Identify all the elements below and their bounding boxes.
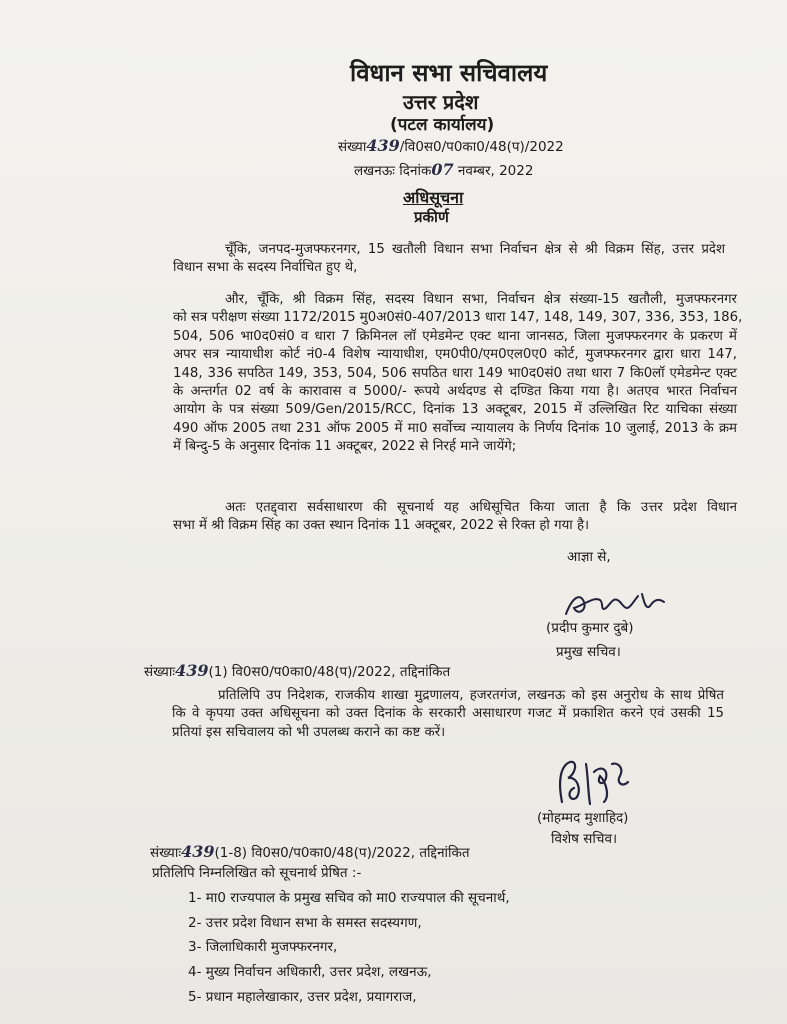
signatory-1-name: (प्रदीप कुमार दुबे) [546, 620, 634, 636]
paragraph-line: अतः एतद्द्वारा सर्वसाधारण की सूचनार्थ यह अधिसूचित किया जाता है कि उत्तर प्रदेश विधान [225, 500, 737, 515]
ref-prefix: संख्या [338, 139, 367, 155]
state-name: उत्तर प्रदेश [403, 90, 479, 114]
date-prefix: लखनऊः दिनांक [354, 163, 432, 179]
paragraph-line: आयोग के पत्र संख्या 509/Gen/2015/RCC, दिनांक 13 अक्टूबर, 2015 में उल्लिखित रिट याचिका संख्या [173, 402, 737, 418]
ref-prefix: संख्याः [144, 664, 176, 680]
signatory-2-name: (मोहम्मद मुशाहिद) [537, 810, 629, 826]
recipient-list-item: 1- मा0 राज्यपाल के प्रमुख सचिव को मा0 राज्यपाल की सूचनार्थ, [188, 890, 510, 906]
notification-title: अधिसूचना [403, 188, 464, 207]
handwritten-ref-number: 439 [366, 136, 400, 155]
paragraph-line: और, चूँकि, श्री विक्रम सिंह, सदस्य विधान सभा, निर्वाचन क्षेत्र संख्या-15 खतौली, मुजफ्फरनगर [225, 292, 737, 307]
paragraph-line: प्रतियां इस सचिवालय को भी उपलब्ध कराने का कष्ट करें। [172, 724, 446, 740]
secretariat-title: विधान सभा सचिवालय [350, 59, 548, 87]
office-name: (पटल कार्यालय) [390, 115, 495, 135]
paragraph-line: 490 ऑफ 2005 तथा 231 ऑफ 2005 में मा0 सर्वोच्च न्यायालय के निर्णय दिनांक 10 जुलाई, 2013 के क्रम [173, 420, 737, 436]
handwritten-ref-number: 439 [181, 842, 215, 861]
handwritten-ref-number: 439 [175, 661, 209, 680]
signature-2-image [548, 752, 638, 814]
paragraph-line: सभा में श्री विक्रम सिंह का उक्त स्थान दिनांक 11 अक्टूबर, 2022 से रिक्त हो गया है। [173, 518, 590, 534]
notification-subtitle: प्रकीर्ण [414, 208, 449, 226]
paragraph-line: के अन्तर्गत 02 वर्ष के कारावास व 5000/- रूपये अर्थदण्ड से दण्डित किया गया है। अतएव भारत निर्वाचन [173, 384, 737, 400]
paragraph-1 [173, 241, 725, 278]
paragraph-line: कि वे कृपया उक्त अधिसूचना को उक्त दिनांक के सरकारी असाधारण गजट में प्रकाशित करने एवं उसकी 15 [172, 706, 724, 722]
paragraph-line: 148, 336 सपठित 149, 353, 504, 506 सपठित धारा 149 भा0द0सं0 तथा धारा 7 कि0लॉ एमेडमेन्ट एक्ट [173, 365, 737, 381]
recipient-list-item: 4- मुख्य निर्वाचन अधिकारी, उत्तर प्रदेश, लखनऊ, [188, 964, 432, 980]
paragraph-line: प्रतिलिपि उप निदेशक, राजकीय शाखा मुद्रणालय, हजरतगंज, लखनऊ को इस अनुरोध के साथ प्रेषित [218, 688, 724, 703]
handwritten-date: 07 [431, 160, 454, 179]
ref-prefix: संख्याः [150, 845, 182, 861]
paragraph-2 [173, 291, 743, 457]
by-order-text: आज्ञा से, [567, 549, 611, 565]
recipient-list-item: 5- प्रधान महालेखाकार, उत्तर प्रदेश, प्रयागराज, [188, 989, 417, 1005]
ref-suffix: (1-8) वि0स0/प0का0/48(प)/2022, तद्दिनांकित [214, 845, 470, 861]
paragraph-line: चूँकि, जनपद-मुजफ्फरनगर, 15 खतौली विधान सभा निर्वाचन क्षेत्र से श्री विक्रम सिंह, उत्तर प्रदेश [225, 242, 725, 257]
copy-2-intro: प्रतिलिपि निम्नलिखित को सूचनार्थ प्रेषित :- [152, 865, 362, 881]
copy-1-reference [144, 661, 450, 680]
paragraph-line: में बिन्दु-5 के अनुसार दिनांक 11 अक्टूबर, 2022 से निरर्ह माने जायेंगे; [173, 439, 517, 455]
signatory-1-designation: प्रमुख सचिव। [556, 644, 621, 660]
copy-1-text [172, 687, 724, 742]
paragraph-line: को सत्र परीक्षण संख्या 1172/2015 मु0अ0सं0-407/2013 धारा 147, 148, 149, 307, 336, 353, 186, [173, 310, 743, 326]
recipient-list-item: 3- जिलाधिकारी मुजफ्फरनगर, [188, 939, 338, 955]
ref-suffix: (1) वि0स0/प0का0/48(प)/2022, तद्दिनांकित [208, 664, 451, 680]
reference-number [338, 136, 564, 155]
copy-2-reference [150, 842, 470, 861]
paragraph-line: अपर सत्र न्यायाधीश कोर्ट नं0-4 विशेष न्यायाधीश, एम0पी0/एम0एल0ए0 कोर्ट, मुजफ्फरनगर द्वारा धारा 147, [173, 347, 737, 363]
paragraph-3 [173, 499, 737, 536]
date-suffix: नवम्बर, 2022 [453, 163, 534, 179]
signatory-2-designation: विशेष सचिव। [551, 831, 618, 847]
recipient-list-item: 2- उत्तर प्रदेश विधान सभा के समस्त सदस्यगण, [188, 915, 422, 931]
ref-suffix: /वि0स0/प0का0/48(प)/2022 [399, 139, 564, 155]
issue-date [354, 160, 533, 179]
signature-1-image [560, 588, 670, 622]
paragraph-line: 504, 506 भा0द0सं0 व धारा 7 क्रिमिनल लॉ एमेडमेन्ट एक्ट थाना जानसठ, जिला मुजफ्फरनगर के प्रकरण में [173, 328, 737, 344]
paragraph-line: विधान सभा के सदस्य निर्वाचित हुए थे, [173, 260, 358, 276]
